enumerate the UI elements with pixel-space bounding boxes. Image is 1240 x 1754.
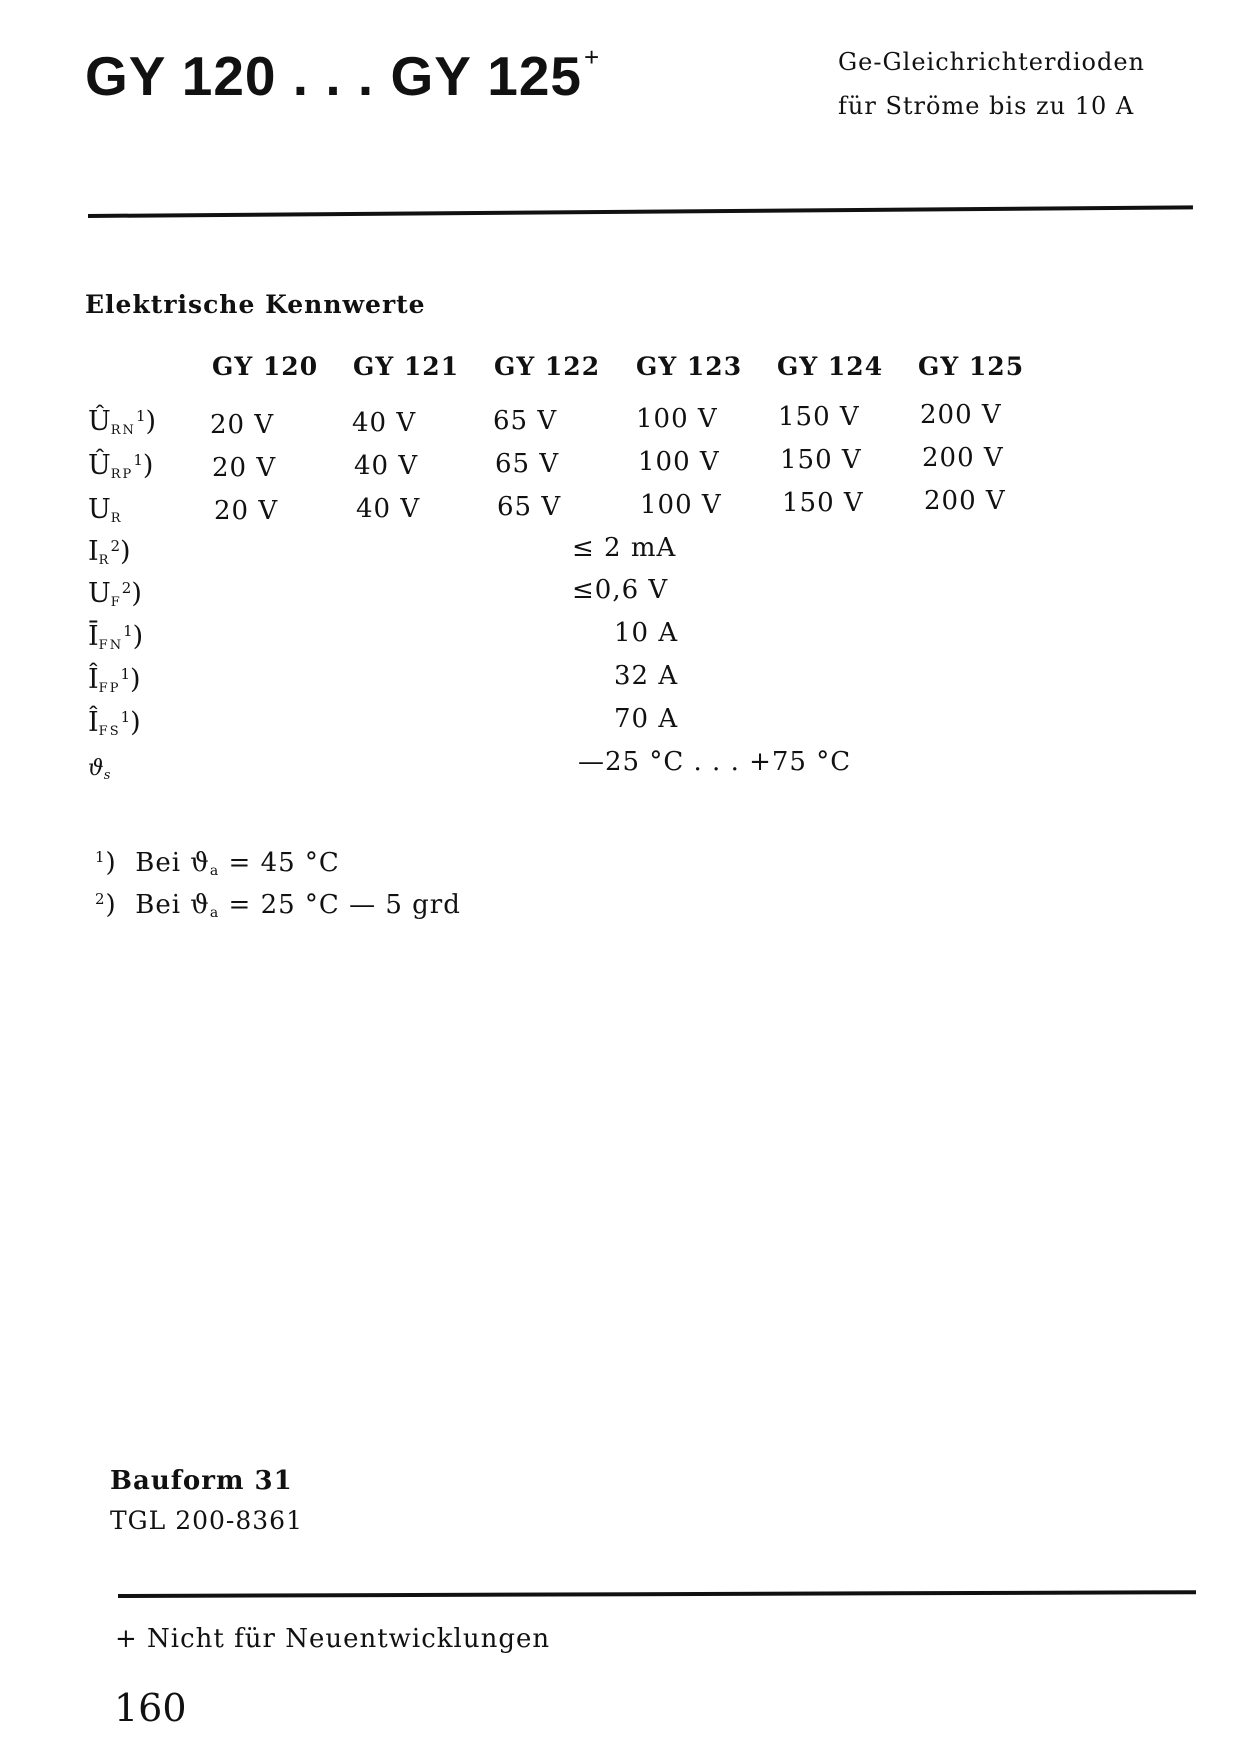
footnote-paren: ) bbox=[130, 707, 141, 738]
footnote-paren: ) bbox=[105, 848, 117, 878]
table-cell-span: 32 A bbox=[614, 661, 679, 691]
symbol-letter: Û bbox=[88, 450, 111, 481]
footnote-ref: 1 bbox=[123, 622, 133, 640]
column-header: GY 121 bbox=[353, 352, 460, 381]
symbol-letter: Î bbox=[88, 664, 99, 695]
table-cell: 200 V bbox=[924, 486, 1006, 516]
symbol-letter: Ī bbox=[88, 621, 99, 652]
footnote-text: Bei ϑ bbox=[135, 890, 210, 920]
symbol-letter: U bbox=[88, 578, 111, 609]
footnote-number: 1 bbox=[95, 848, 106, 866]
column-header: GY 122 bbox=[494, 352, 601, 381]
row-symbol-ur bbox=[88, 494, 123, 526]
top-rule bbox=[88, 205, 1193, 218]
table-cell: 20 V bbox=[210, 410, 275, 440]
footnote-ref: 1 bbox=[133, 451, 143, 469]
table-cell: 200 V bbox=[922, 443, 1004, 473]
symbol-subscript: R bbox=[110, 511, 123, 526]
table-cell: 100 V bbox=[640, 490, 722, 520]
subtitle bbox=[838, 40, 1145, 128]
table-cell-span: —25 °C . . . +75 °C bbox=[578, 747, 852, 777]
symbol-subscript: FS bbox=[98, 724, 121, 739]
table-cell: 40 V bbox=[354, 451, 419, 481]
tgl-reference: TGL 200-8361 bbox=[110, 1506, 303, 1535]
footnote-subscript: a bbox=[209, 905, 220, 921]
table-cell-span: 70 A bbox=[614, 704, 679, 734]
table-cell-span: 10 A bbox=[614, 618, 679, 648]
row-symbol-ir bbox=[88, 536, 131, 568]
footnote-paren: ) bbox=[105, 890, 117, 920]
footnote-ref: 1 bbox=[135, 407, 146, 425]
symbol-subscript: FN bbox=[98, 638, 124, 653]
subtitle-line-1: Ge-Gleichrichterdioden bbox=[838, 48, 1145, 76]
row-symbol-theta-s bbox=[88, 752, 112, 783]
row-symbol-urn bbox=[88, 406, 156, 438]
row-symbol-ifs bbox=[88, 707, 141, 739]
row-symbol-urp bbox=[88, 450, 153, 482]
table-cell: 200 V bbox=[920, 400, 1002, 430]
table-cell: 65 V bbox=[495, 449, 560, 479]
footnote-ref: 2 bbox=[121, 579, 132, 597]
table-cell: 40 V bbox=[352, 408, 417, 438]
footnote-ref: 1 bbox=[120, 665, 130, 683]
table-cell: 100 V bbox=[636, 404, 718, 434]
symbol-subscript: RP bbox=[110, 467, 134, 482]
bauform-label: Bauform 31 bbox=[110, 1466, 293, 1496]
symbol-subscript: RN bbox=[110, 423, 136, 438]
footnote-paren: ) bbox=[120, 536, 131, 567]
title-text: GY 120 . . . GY 125 bbox=[85, 45, 583, 107]
footnote-text: Bei ϑ bbox=[135, 848, 210, 878]
page-number: 160 bbox=[114, 1686, 187, 1730]
table-cell: 20 V bbox=[212, 453, 277, 483]
section-title: Elektrische Kennwerte bbox=[85, 290, 426, 319]
footnote-ref: 2 bbox=[110, 537, 121, 555]
column-header: GY 125 bbox=[918, 352, 1025, 381]
footnote-number: 2 bbox=[95, 890, 106, 908]
footnote-2 bbox=[95, 890, 461, 921]
table-cell: 65 V bbox=[493, 406, 558, 436]
subtitle-line-2: für Ströme bis zu 10 A bbox=[838, 92, 1135, 120]
footnote-ref: 1 bbox=[120, 708, 131, 726]
symbol-letter: I bbox=[88, 536, 99, 567]
row-symbol-ifp bbox=[88, 664, 141, 696]
footnote-text: = 45 °C bbox=[219, 848, 340, 878]
symbol-letter: Û bbox=[88, 406, 111, 437]
footnote-paren: ) bbox=[145, 406, 157, 437]
footnote-1 bbox=[95, 848, 340, 879]
footnote-subscript: a bbox=[209, 863, 220, 879]
table-cell-span: ≤0,6 V bbox=[572, 575, 669, 605]
title-mark: + bbox=[584, 42, 601, 72]
column-header: GY 120 bbox=[212, 352, 319, 381]
symbol-subscript: R bbox=[98, 553, 111, 568]
column-header: GY 123 bbox=[636, 352, 743, 381]
symbol-subscript: F bbox=[110, 595, 122, 610]
page-title bbox=[85, 44, 600, 108]
table-cell: 40 V bbox=[356, 494, 421, 524]
table-cell: 150 V bbox=[782, 488, 864, 518]
table-cell: 65 V bbox=[497, 492, 562, 522]
row-symbol-uf bbox=[88, 578, 142, 610]
table-cell: 100 V bbox=[638, 447, 720, 477]
symbol-letter: ϑ bbox=[88, 756, 104, 781]
footnote-text: = 25 °C — 5 grd bbox=[219, 890, 461, 920]
symbol-subscript: s bbox=[103, 768, 113, 783]
footnote-paren: ) bbox=[131, 578, 142, 609]
symbol-letter: Î bbox=[88, 707, 99, 738]
note: + Nicht für Neuentwicklungen bbox=[115, 1624, 551, 1654]
footnote-paren: ) bbox=[130, 664, 141, 695]
footnote-paren: ) bbox=[142, 450, 154, 481]
table-cell: 150 V bbox=[778, 402, 860, 432]
table-cell: 20 V bbox=[214, 496, 279, 526]
bottom-rule bbox=[118, 1590, 1196, 1598]
row-symbol-ifn bbox=[88, 621, 143, 653]
table-cell-span: ≤ 2 mA bbox=[572, 533, 677, 563]
table-cell: 150 V bbox=[780, 445, 862, 475]
footnote-paren: ) bbox=[132, 621, 144, 652]
symbol-letter: U bbox=[88, 494, 111, 525]
column-header: GY 124 bbox=[777, 352, 884, 381]
symbol-subscript: FP bbox=[98, 681, 121, 696]
